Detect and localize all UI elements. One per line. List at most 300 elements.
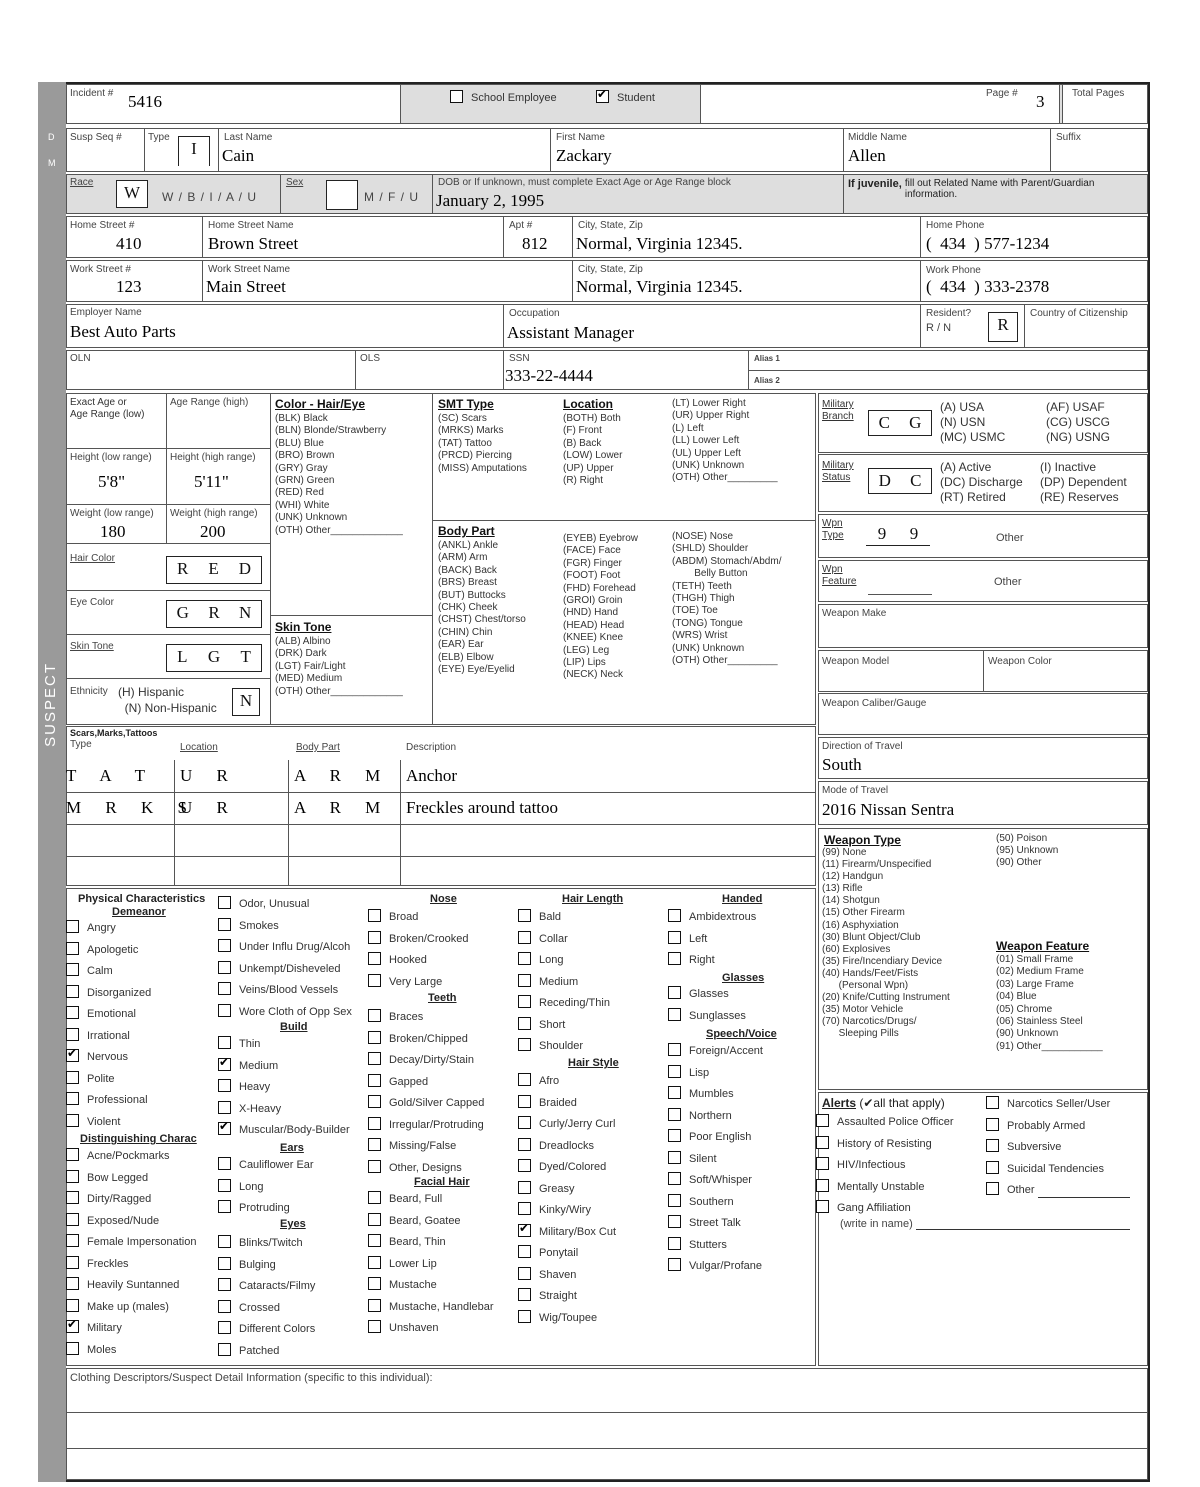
checkbox-glasses[interactable] bbox=[668, 986, 729, 1001]
checkbox-violent[interactable] bbox=[66, 1114, 120, 1129]
divider bbox=[202, 216, 203, 258]
resident-label: Resident? bbox=[926, 308, 972, 319]
checkbox-shoulder[interactable] bbox=[518, 1038, 583, 1053]
weapon-type-list-header: Weapon Type bbox=[824, 833, 901, 847]
divider bbox=[66, 824, 816, 825]
skin-char: T bbox=[240, 647, 251, 666]
checkbox-label: Narcotics Seller/User bbox=[1007, 1098, 1111, 1110]
checkbox-label: Dirty/Ragged bbox=[87, 1193, 152, 1205]
checkbox-label: Patched bbox=[239, 1344, 280, 1357]
divider bbox=[920, 216, 921, 258]
checkbox-label: Exposed/Nude bbox=[87, 1214, 160, 1227]
divider bbox=[144, 128, 145, 172]
branch-options-1: (A) USA (N) USN (MC) USMC bbox=[940, 400, 1006, 444]
checkbox-cataracts-filmy[interactable] bbox=[218, 1278, 315, 1293]
sex-options: M / F / U bbox=[364, 190, 419, 204]
checkbox-probably-armed[interactable] bbox=[986, 1118, 1085, 1133]
height-high-value[interactable]: 5'11" bbox=[194, 472, 229, 491]
eye-color-box[interactable] bbox=[166, 600, 262, 628]
checkbox-wig-toupee[interactable] bbox=[518, 1310, 597, 1325]
type-box[interactable] bbox=[178, 136, 210, 166]
clothing-line[interactable] bbox=[66, 1412, 1148, 1413]
first-name-value[interactable]: Zackary bbox=[556, 146, 612, 165]
other-underline[interactable] bbox=[1038, 1197, 1130, 1198]
checkbox-exposed-nude[interactable] bbox=[66, 1213, 159, 1228]
suspect-side-label: SUSPECT bbox=[42, 662, 59, 747]
smt-row-location: U R bbox=[180, 798, 238, 817]
military-status-box[interactable] bbox=[868, 468, 932, 494]
exact-age-label: Exact Age or Age Range (low) bbox=[70, 397, 145, 421]
checkbox-military[interactable] bbox=[66, 1320, 122, 1335]
checkbox-left[interactable] bbox=[668, 931, 707, 946]
checkbox-square bbox=[668, 1086, 681, 1099]
skin-list-header: Skin Tone bbox=[275, 620, 332, 634]
checkbox-label: Thin bbox=[239, 1038, 261, 1050]
checkbox-bow-legged[interactable] bbox=[66, 1170, 148, 1185]
checkbox-irregular-protruding[interactable] bbox=[368, 1117, 484, 1132]
checkbox-angry[interactable] bbox=[66, 920, 116, 935]
checkbox-foreign-accent[interactable] bbox=[668, 1043, 763, 1058]
glasses-header: Glasses bbox=[722, 972, 765, 984]
checkbox-square bbox=[66, 1299, 79, 1312]
checkbox-square bbox=[368, 1095, 381, 1108]
military-branch-box[interactable] bbox=[868, 410, 932, 436]
checkbox-square bbox=[368, 1191, 381, 1204]
checkbox-decay-dirty-stain[interactable] bbox=[368, 1052, 474, 1067]
weight-high-value[interactable]: 200 bbox=[200, 522, 226, 541]
checkbox-label: Gang Affiliation bbox=[837, 1202, 911, 1214]
checkbox-square bbox=[66, 942, 79, 955]
checkbox-muscular-body-builder[interactable] bbox=[218, 1122, 350, 1137]
height-low-value[interactable]: 5'8" bbox=[98, 472, 126, 491]
smt-desc-label: Description bbox=[406, 742, 457, 753]
race-label: Race bbox=[70, 177, 94, 188]
height-high-label: Height (high range) bbox=[170, 452, 256, 463]
checkbox-under-influ-drug-alcoh[interactable] bbox=[218, 939, 350, 954]
school-employee-checkbox[interactable] bbox=[450, 90, 557, 105]
checkbox-right[interactable] bbox=[668, 952, 715, 967]
checkbox-square bbox=[66, 1256, 79, 1269]
checkbox-square bbox=[368, 974, 381, 987]
checkbox-square bbox=[66, 1277, 79, 1290]
checkbox-square bbox=[518, 1038, 531, 1051]
weapon-type-label: Wpn Type bbox=[822, 518, 844, 542]
checkbox-vulgar-profane[interactable] bbox=[668, 1258, 762, 1273]
hair-char: R bbox=[176, 559, 189, 578]
checkbox-thin[interactable] bbox=[218, 1036, 260, 1051]
checkbox-label: Foreign/Accent bbox=[689, 1045, 763, 1057]
checkbox-label: Mustache bbox=[389, 1279, 437, 1291]
checkbox-square bbox=[518, 1159, 531, 1172]
divider bbox=[550, 128, 551, 172]
checkbox-label: Nervous bbox=[87, 1051, 128, 1063]
checkbox-unkempt-disheveled[interactable] bbox=[218, 961, 341, 976]
checkbox-label: Military bbox=[87, 1322, 122, 1334]
checkbox-cauliflower-ear[interactable] bbox=[218, 1157, 314, 1172]
checkbox-military-box-cut[interactable] bbox=[518, 1224, 616, 1239]
middle-name-label: Middle Name bbox=[848, 132, 907, 143]
checkbox-label: Southern bbox=[689, 1195, 734, 1208]
home-street-name-value[interactable]: Brown Street bbox=[208, 234, 299, 253]
checkbox-afro[interactable] bbox=[518, 1073, 559, 1088]
weight-high-label: Weight (high range) bbox=[170, 508, 258, 519]
checkbox-beard-full[interactable] bbox=[368, 1191, 442, 1206]
checkbox-protruding[interactable] bbox=[218, 1200, 290, 1215]
divider bbox=[166, 393, 167, 543]
checkbox-hooked[interactable] bbox=[368, 952, 427, 967]
checkbox-broken-chipped[interactable] bbox=[368, 1031, 468, 1046]
checkbox-southern[interactable] bbox=[668, 1194, 734, 1209]
checkbox-square bbox=[518, 1288, 531, 1301]
checkbox-lisp[interactable] bbox=[668, 1065, 709, 1080]
weapon-type-box[interactable] bbox=[866, 522, 930, 546]
divider bbox=[920, 260, 921, 302]
work-street-name-label: Work Street Name bbox=[208, 264, 291, 275]
divider bbox=[748, 370, 1148, 371]
checkbox-make-up-males-[interactable] bbox=[66, 1299, 169, 1314]
incident-label: Incident # bbox=[70, 88, 114, 99]
checkbox-long[interactable] bbox=[218, 1179, 263, 1194]
checkbox-wore-cloth-of-opp-sex[interactable] bbox=[218, 1004, 352, 1019]
checkbox-ambidextrous[interactable] bbox=[668, 909, 756, 924]
juvenile-bold: If juvenile, bbox=[848, 178, 902, 190]
checkbox-beard-thin[interactable] bbox=[368, 1234, 446, 1249]
resident-box[interactable] bbox=[988, 312, 1018, 342]
checkbox-acne-pockmarks[interactable] bbox=[66, 1148, 170, 1163]
checkbox-broad[interactable] bbox=[368, 909, 418, 924]
checkbox-emotional[interactable] bbox=[66, 1006, 136, 1021]
checkbox-label: Beard, Thin bbox=[389, 1236, 446, 1248]
checkbox-square bbox=[986, 1118, 999, 1131]
status-char: D bbox=[878, 471, 891, 490]
checkbox-long[interactable] bbox=[518, 952, 563, 967]
ethnicity-box[interactable] bbox=[232, 688, 260, 716]
alias1-label: Alias 1 bbox=[754, 354, 780, 363]
checkbox-label: Bow Legged bbox=[87, 1171, 149, 1184]
checkbox-square bbox=[218, 1235, 231, 1248]
checkbox-square bbox=[66, 1092, 79, 1105]
home-city-value[interactable]: Normal, Virginia 12345. bbox=[576, 234, 743, 253]
checkbox-assaulted-police-officer[interactable] bbox=[816, 1114, 954, 1129]
checkbox-history-of-resisting[interactable] bbox=[816, 1136, 932, 1151]
checkbox-greasy[interactable] bbox=[518, 1181, 574, 1196]
checkbox-square bbox=[368, 1299, 381, 1312]
checkbox-square bbox=[518, 909, 531, 922]
home-phone-number: 577-1234 bbox=[984, 234, 1050, 253]
student-checkbox[interactable] bbox=[596, 90, 655, 105]
checkbox-calm[interactable] bbox=[66, 963, 113, 978]
checkbox-square bbox=[668, 1172, 681, 1185]
checkbox-label: Acne/Pockmarks bbox=[87, 1150, 170, 1162]
ears-header: Ears bbox=[280, 1142, 304, 1154]
checkbox-label: Heavily Suntanned bbox=[87, 1279, 180, 1291]
work-street-no-value[interactable]: 123 bbox=[116, 277, 142, 296]
checkbox-square bbox=[66, 1148, 79, 1161]
middle-name-value[interactable]: Allen bbox=[848, 146, 886, 165]
checkbox-square bbox=[518, 1310, 531, 1323]
checkbox-street-talk[interactable] bbox=[668, 1215, 741, 1230]
checkbox-square bbox=[218, 1036, 231, 1049]
skin-char: L bbox=[177, 647, 188, 666]
page-number[interactable]: 3 bbox=[1036, 92, 1045, 111]
checkbox-label: Right bbox=[689, 954, 715, 966]
hair-color-box[interactable] bbox=[166, 556, 262, 584]
divider bbox=[1024, 304, 1025, 348]
checkbox-kinky-wiry[interactable] bbox=[518, 1202, 591, 1217]
checkbox-square bbox=[518, 952, 531, 965]
checkbox-label: Bald bbox=[539, 911, 562, 923]
checkbox-veins-blood-vessels[interactable] bbox=[218, 982, 338, 997]
checkbox-medium[interactable] bbox=[518, 974, 578, 989]
divider bbox=[66, 504, 270, 505]
home-street-no-value[interactable]: 410 bbox=[116, 234, 142, 253]
demeanor-header: Demeanor bbox=[112, 906, 166, 918]
checkbox-curly-jerry-curl[interactable] bbox=[518, 1116, 615, 1131]
checkbox-label: Short bbox=[539, 1018, 566, 1031]
checkbox-freckles[interactable] bbox=[66, 1256, 129, 1271]
employer-label: Employer Name bbox=[70, 307, 142, 318]
checkbox-soft-whisper[interactable] bbox=[668, 1172, 752, 1187]
checkbox-suicidal-tendencies[interactable] bbox=[986, 1161, 1104, 1176]
mode-label: Mode of Travel bbox=[822, 785, 889, 796]
checkbox-square bbox=[218, 1321, 231, 1334]
checkbox-professional[interactable] bbox=[66, 1092, 148, 1107]
first-name-label: First Name bbox=[556, 132, 605, 143]
divider bbox=[270, 393, 271, 725]
checkbox-medium[interactable] bbox=[218, 1058, 278, 1073]
checkbox-square bbox=[66, 1006, 79, 1019]
checkbox-label: Angry bbox=[87, 922, 116, 934]
divider bbox=[66, 543, 270, 544]
checkbox-label: Long bbox=[539, 954, 564, 966]
checkbox-smokes[interactable] bbox=[218, 918, 279, 933]
checkbox-gold-silver-capped[interactable] bbox=[368, 1095, 484, 1110]
checkbox-broken-crooked[interactable] bbox=[368, 931, 469, 946]
form-sidebar bbox=[38, 82, 66, 1482]
checkbox-subversive[interactable] bbox=[986, 1139, 1061, 1154]
divider bbox=[432, 174, 433, 214]
checkbox-receding-thin[interactable] bbox=[518, 995, 610, 1010]
checkbox-braided[interactable] bbox=[518, 1095, 577, 1110]
checkbox-dreadlocks[interactable] bbox=[518, 1138, 594, 1153]
ethnicity-label: Ethnicity bbox=[70, 686, 108, 697]
skin-tone-box[interactable] bbox=[166, 644, 262, 672]
last-name-value[interactable]: Cain bbox=[222, 146, 255, 165]
work-street-name-value[interactable]: Main Street bbox=[206, 277, 286, 296]
checkbox-very-large[interactable] bbox=[368, 974, 442, 989]
checkbox-label: Collar bbox=[539, 932, 568, 945]
checkbox-beard-goatee[interactable] bbox=[368, 1213, 461, 1228]
incident-cell bbox=[66, 84, 401, 124]
checkbox-label: Ponytail bbox=[539, 1247, 579, 1259]
checkbox-gapped[interactable] bbox=[368, 1074, 428, 1089]
checkbox-disorganized[interactable] bbox=[66, 985, 151, 1000]
checkbox-square bbox=[368, 1160, 381, 1173]
checkbox-label: Kinky/Wiry bbox=[539, 1204, 591, 1216]
race-box[interactable] bbox=[116, 180, 148, 208]
checkbox-square bbox=[368, 1277, 381, 1290]
occupation-value[interactable]: Assistant Manager bbox=[507, 323, 635, 342]
checkbox-label: Stutters bbox=[689, 1238, 727, 1251]
checkbox-label: Assaulted Police Officer bbox=[837, 1116, 954, 1128]
checkbox-label: Emotional bbox=[87, 1008, 136, 1020]
checkbox-ponytail[interactable] bbox=[518, 1245, 578, 1260]
checkbox-dyed-colored[interactable] bbox=[518, 1159, 606, 1174]
checkbox-square bbox=[668, 1108, 681, 1121]
checkbox-label: Lower Lip bbox=[389, 1257, 437, 1270]
checkbox-label: Wig/Toupee bbox=[539, 1311, 598, 1324]
divider bbox=[920, 304, 921, 348]
checkbox-poor-english[interactable] bbox=[668, 1129, 751, 1144]
skin-list: (ALB) Albino (DRK) Dark (LGT) Fair/Light (MED) Medium (OTH) Other_____________ bbox=[275, 636, 403, 697]
checkbox-stutters[interactable] bbox=[668, 1237, 727, 1252]
weight-low-label: Weight (low range) bbox=[70, 508, 154, 519]
checkbox-mumbles[interactable] bbox=[668, 1086, 734, 1101]
checkbox-silent[interactable] bbox=[668, 1151, 717, 1166]
race-options: W / B / I / A / U bbox=[162, 190, 258, 204]
clothing-label: Clothing Descriptors/Suspect Detail Information (specific to this individual): bbox=[70, 1372, 433, 1384]
checkbox-label: Broken/Crooked bbox=[389, 932, 469, 945]
divider bbox=[843, 174, 844, 214]
divider bbox=[66, 634, 270, 635]
checkbox-patched[interactable] bbox=[218, 1343, 279, 1358]
checkbox-dirty-ragged[interactable] bbox=[66, 1191, 151, 1206]
feature-underline bbox=[868, 594, 932, 595]
gang-underline[interactable] bbox=[916, 1229, 1130, 1230]
student-label: Student bbox=[617, 92, 655, 104]
checkbox-missing-false[interactable] bbox=[368, 1138, 456, 1153]
checkbox-gang-affiliation[interactable] bbox=[816, 1200, 911, 1215]
branch-char: C bbox=[878, 413, 890, 432]
branch-char: G bbox=[909, 413, 922, 432]
weapon-feature-list-header: Weapon Feature bbox=[996, 939, 1090, 953]
checkbox-polite[interactable] bbox=[66, 1071, 115, 1086]
home-phone-value[interactable]: ( 434 ) 577-1234 bbox=[926, 234, 1050, 253]
divider bbox=[503, 304, 504, 348]
direction-value[interactable]: South bbox=[822, 755, 862, 774]
employer-value[interactable]: Best Auto Parts bbox=[70, 322, 176, 341]
checkbox-mentally-unstable[interactable] bbox=[816, 1179, 924, 1194]
checkbox-square bbox=[450, 90, 463, 103]
checkbox-crossed[interactable] bbox=[218, 1300, 280, 1315]
checkbox-narcotics-seller-user[interactable] bbox=[986, 1096, 1110, 1111]
checkbox-square bbox=[218, 1278, 231, 1291]
home-phone-area: 434 bbox=[940, 234, 966, 253]
checkbox-square bbox=[66, 1114, 79, 1127]
mode-value[interactable]: 2016 Nissan Sentra bbox=[822, 800, 955, 819]
divider bbox=[202, 260, 203, 302]
work-phone-number: 333-2378 bbox=[984, 277, 1050, 296]
ethnicity-options: (H) Hispanic (N) Non-Hispanic bbox=[118, 685, 217, 715]
dob-value[interactable]: January 2, 1995 bbox=[436, 191, 545, 210]
checkbox-short[interactable] bbox=[518, 1017, 565, 1032]
checkbox-blinks-twitch[interactable] bbox=[218, 1235, 303, 1250]
checkbox-hiv-infectious[interactable] bbox=[816, 1157, 905, 1172]
status-options-1: (A) Active (DC) Discharge (RT) Retired bbox=[940, 460, 1023, 504]
checkbox-other[interactable] bbox=[986, 1182, 1035, 1197]
divider bbox=[270, 615, 432, 616]
checkbox-shaven[interactable] bbox=[518, 1267, 576, 1282]
checkbox-square-checked bbox=[596, 90, 609, 103]
checkbox-heavily-suntanned[interactable] bbox=[66, 1277, 179, 1292]
checkbox-straight[interactable] bbox=[518, 1288, 577, 1303]
checkbox-heavy[interactable] bbox=[218, 1079, 270, 1094]
divider bbox=[572, 216, 573, 258]
checkbox-square bbox=[368, 1138, 381, 1151]
checkbox-bulging[interactable] bbox=[218, 1257, 276, 1272]
checkbox-unshaven[interactable] bbox=[368, 1320, 439, 1335]
checkbox-square bbox=[368, 1009, 381, 1022]
checkbox-square bbox=[518, 974, 531, 987]
smt-list: (SC) Scars (MRKS) Marks (TAT) Tattoo (PRCD) Piercing (MISS) Amputations bbox=[438, 413, 527, 474]
checkbox-square bbox=[668, 909, 681, 922]
checkbox-irrational[interactable] bbox=[66, 1028, 130, 1043]
incident-number[interactable]: 5416 bbox=[128, 92, 162, 111]
clothing-line[interactable] bbox=[66, 1448, 1148, 1449]
checkbox-collar[interactable] bbox=[518, 931, 568, 946]
checkbox-nervous[interactable] bbox=[66, 1049, 128, 1064]
checkbox-label: Street Talk bbox=[689, 1217, 741, 1229]
checkbox-braces[interactable] bbox=[368, 1009, 423, 1024]
divider bbox=[432, 393, 433, 725]
checkbox-northern[interactable] bbox=[668, 1108, 732, 1123]
checkbox-square bbox=[66, 920, 79, 933]
home-phone-label: Home Phone bbox=[926, 220, 985, 231]
juvenile-text: fill out Related Name with Parent/Guardian information. bbox=[904, 178, 1095, 200]
checkbox-odor-unusual[interactable] bbox=[218, 896, 309, 911]
checkbox-label: Veins/Blood Vessels bbox=[239, 984, 339, 996]
apt-value[interactable]: 812 bbox=[522, 234, 548, 253]
checkbox-label: Other, Designs bbox=[389, 1161, 462, 1174]
hair-char: D bbox=[238, 559, 251, 578]
sex-box[interactable] bbox=[326, 180, 358, 210]
checkbox-moles[interactable] bbox=[66, 1342, 116, 1357]
checkbox-label: Vulgar/Profane bbox=[689, 1260, 762, 1272]
divider bbox=[432, 520, 816, 521]
work-city-value[interactable]: Normal, Virginia 12345. bbox=[576, 277, 743, 296]
weight-low-value[interactable]: 180 bbox=[100, 522, 126, 541]
ssn-value[interactable]: 333-22-4444 bbox=[505, 366, 593, 385]
ethnicity-value: N bbox=[239, 691, 253, 710]
checkbox-label: Braces bbox=[389, 1011, 424, 1023]
occupation-label: Occupation bbox=[509, 308, 560, 319]
checkbox-label: Professional bbox=[87, 1094, 148, 1106]
smt-type-label: Type bbox=[70, 739, 92, 750]
checkbox-label: Dyed/Colored bbox=[539, 1161, 607, 1173]
checkbox-label: History of Resisting bbox=[837, 1137, 932, 1150]
skin-tone-label: Skin Tone bbox=[70, 641, 114, 652]
checkbox-different-colors[interactable] bbox=[218, 1321, 315, 1336]
checkbox-other-designs[interactable] bbox=[368, 1160, 462, 1175]
checkbox-female-impersonation[interactable] bbox=[66, 1234, 196, 1249]
checkbox-sunglasses[interactable] bbox=[668, 1008, 746, 1023]
weapon-feature-label: Wpn Feature bbox=[822, 564, 857, 588]
work-phone-value[interactable]: ( 434 ) 333-2378 bbox=[926, 277, 1050, 296]
checkbox-bald[interactable] bbox=[518, 909, 561, 924]
divider bbox=[66, 678, 270, 679]
checkbox-square bbox=[518, 1138, 531, 1151]
checkbox-mustache[interactable] bbox=[368, 1277, 437, 1292]
checkbox-apologetic[interactable] bbox=[66, 942, 138, 957]
checkbox-square bbox=[218, 961, 231, 974]
checkbox-label: Sunglasses bbox=[689, 1009, 746, 1022]
eye-char: R bbox=[208, 603, 220, 622]
susp-seq-label: Susp Seq # bbox=[70, 132, 122, 143]
checkbox-mustache-handlebar[interactable] bbox=[368, 1299, 494, 1314]
checkbox-lower-lip[interactable] bbox=[368, 1256, 437, 1271]
checkbox-x-heavy[interactable] bbox=[218, 1101, 281, 1116]
smt-row-type: T A T bbox=[66, 766, 156, 785]
